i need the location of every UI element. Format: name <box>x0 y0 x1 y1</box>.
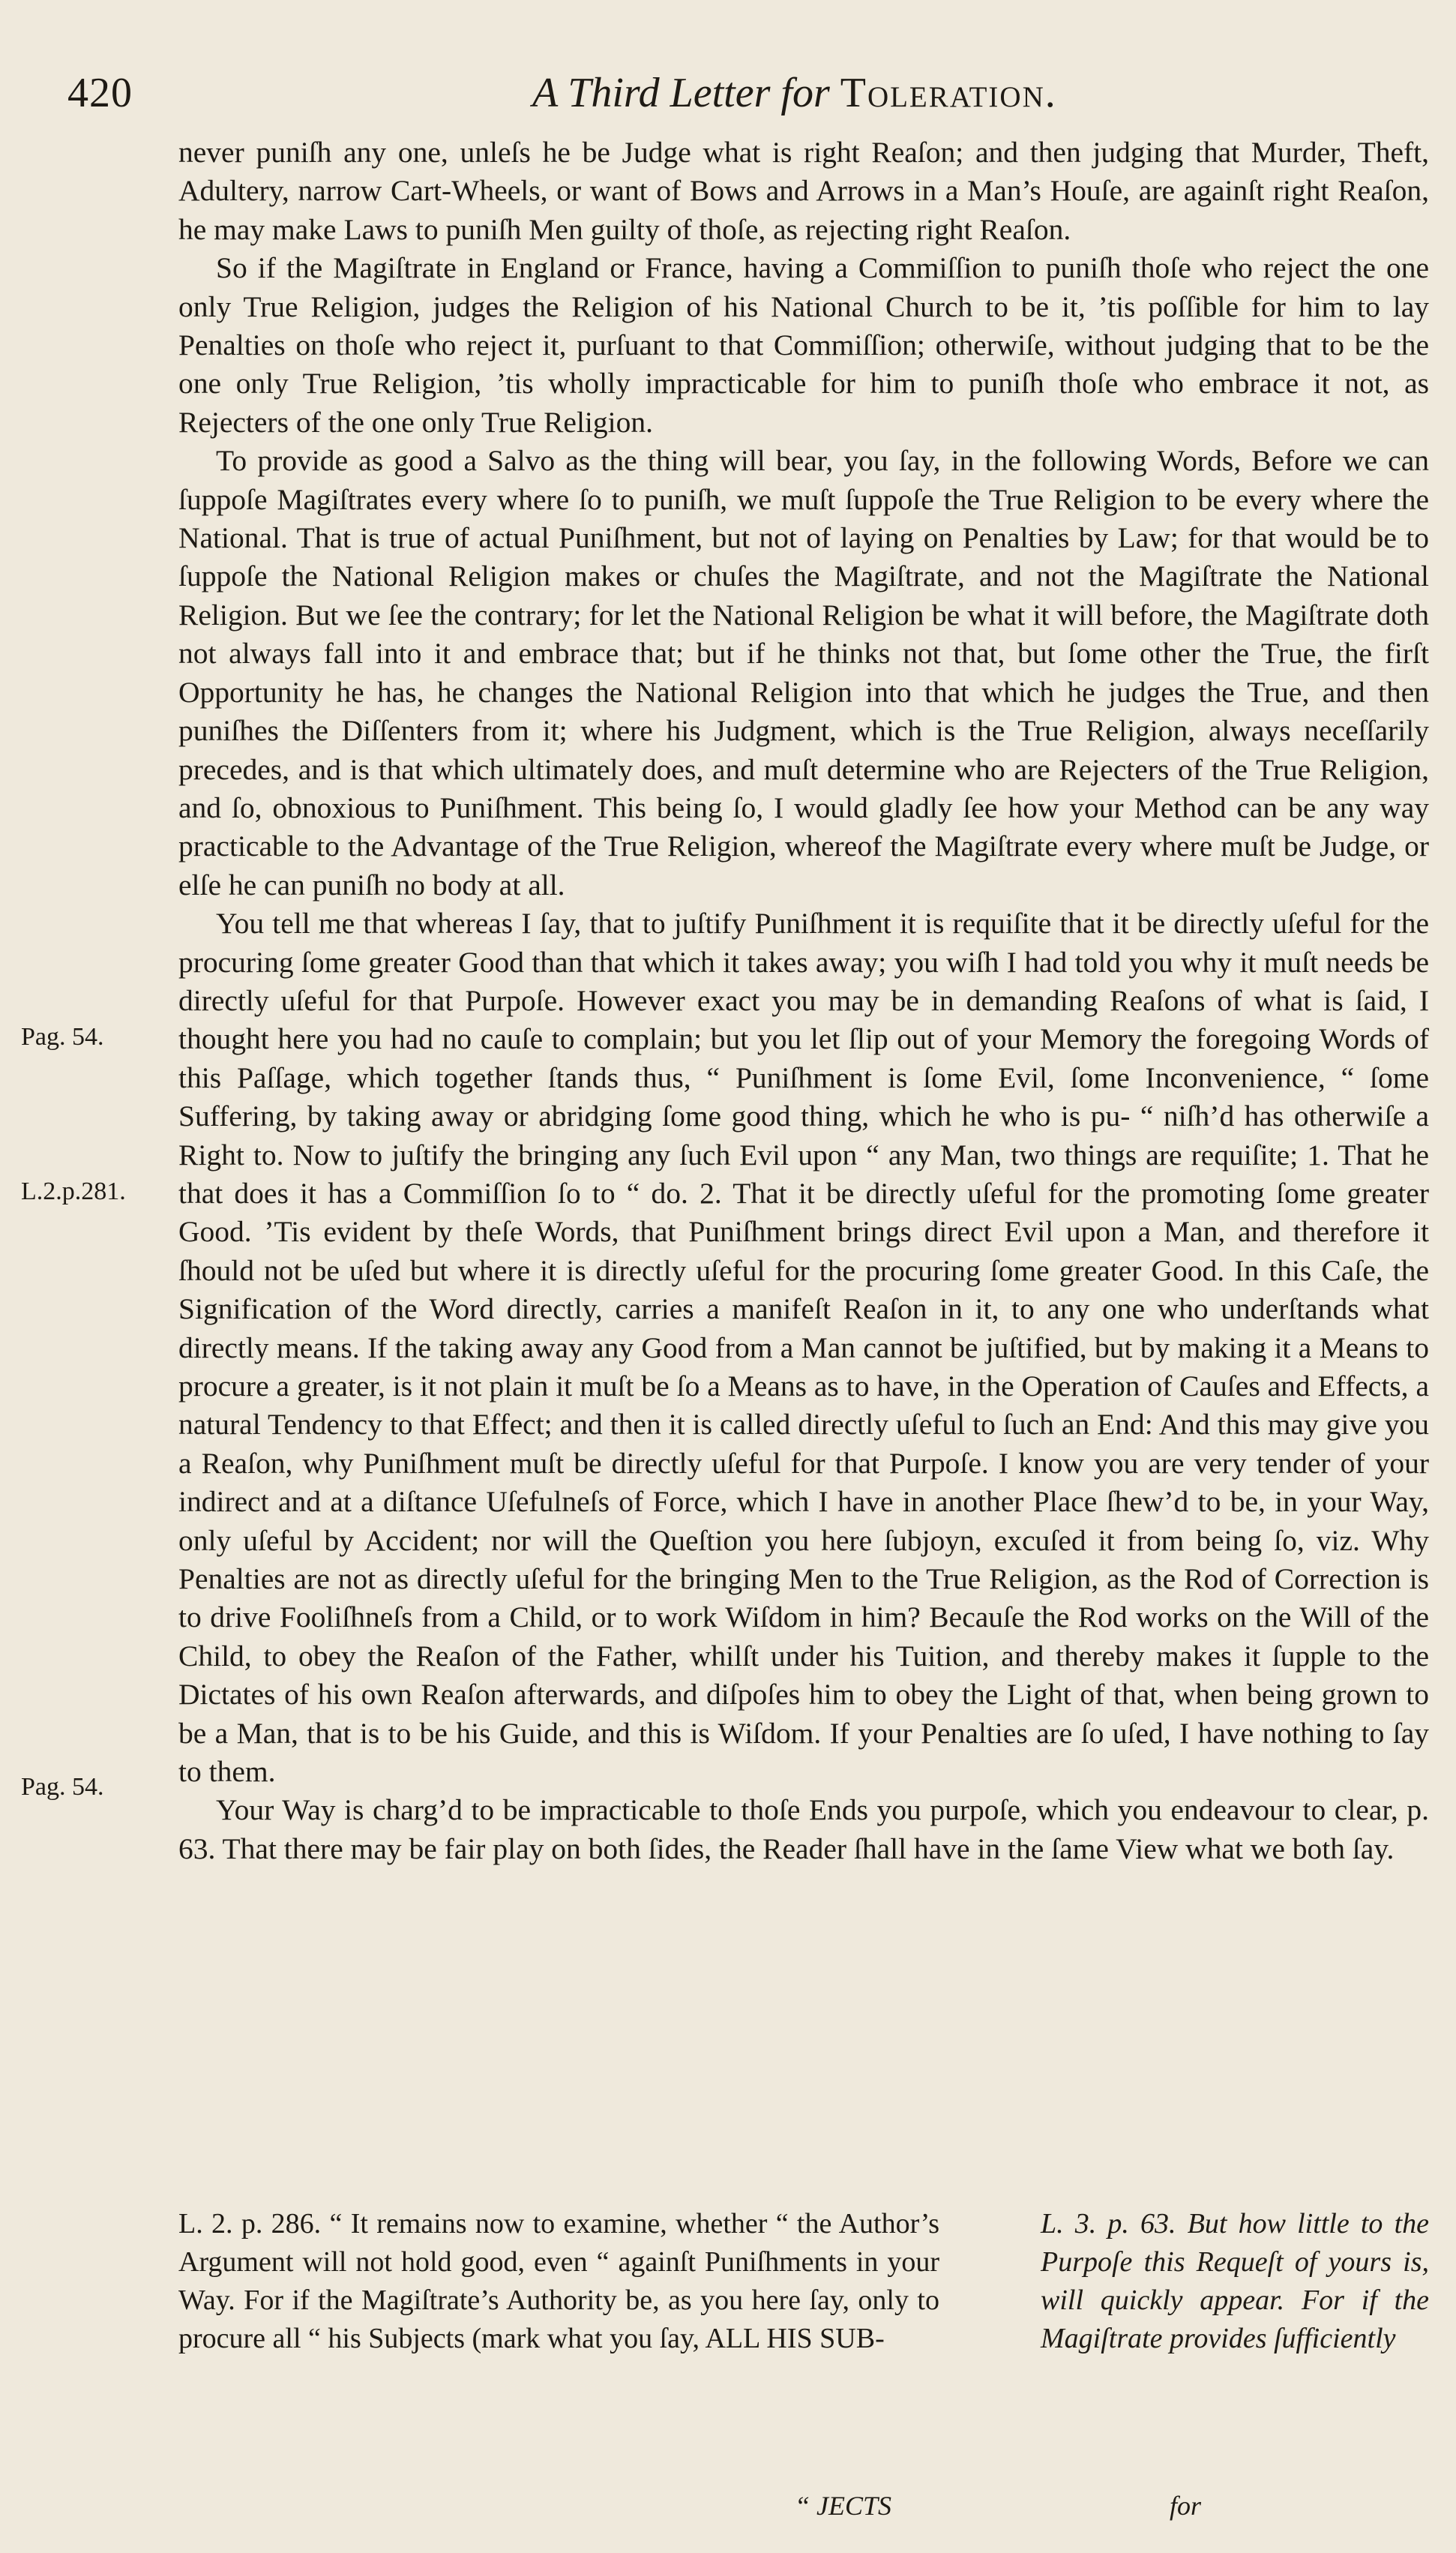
right-column <box>1041 2205 1429 2358</box>
paragraph: To provide as good a Salvo as the thing will bear, you ſay, in the following Words, Before we can ſuppoſe Magiſtrates every where ſo to puniſh, we muſt ſuppoſe the True Religion to be every where the National. That is true of actual Puniſhment, but not of laying on Penalties by Law; for that would be to ſuppoſe the National Religion makes or chuſes the Magiſtrate, and not the Magiſtrate the National Religion. But we ſee the contrary; for let the National Religion be what it will before, the Magiſtrate doth not always fall into it and embrace that; but if he thinks not that, but ſome other the True, the firſt Opportunity he has, he changes the National Religion into that which he judges the True, and then puniſhes the Diſſenters from it; where his Judgment, which is the True Religion, always neceſſarily precedes, and is that which ultimately does, and muſt determine who are Rejecters of the True Religion, and ſo, obnoxious to Puniſhment. This being ſo, I would gladly ſee how your Method can be any way practicable to the Advantage of the True Religion, whereof the Magiſtrate every where muſt be Judge, or elſe he can puniſh no body at all. <box>178 444 1429 902</box>
paragraph: You tell me that whereas I ſay, that to juſtify Puniſhment it is requiſite that it be directly uſeful for the procuring ſome greater Good than that which it takes away; you wiſh I had told you why it muſt needs be directly uſeful for that Purpoſe. However exact you may be in demanding Reaſons of what is ſaid, I thought here you had no cauſe to complain; but you let ſlip out of your Memory the foregoing Words of this Paſſage, which together ſtands thus, “ Puniſhment is ſome Evil, ſome Inconvenience, “ ſome Suffering, by taking away or abridging ſome good thing, which he who is pu- “ niſh’d has otherwiſe a Right to. Now to juſtify the bringing any ſuch Evil upon “ any Man, two things are requiſite; 1. That he that does it has a Commiſſion ſo to “ do. 2. That it be directly uſeful for the promoting ſome greater Good. ’Tis evident by theſe Words, that Puniſhment brings direct Evil upon a Man, and therefore it ſhould not be uſed but where it is directly uſeful for the procuring ſome greater Good. In this Caſe, the Signification of the Word directly, carries a manifeſt Reaſon in it, to any one who underſtands what directly means. If the taking away any Good from a Man cannot be juſtified, but by making it a Means to procure a greater, is it not plain it muſt be ſo a Means as to have, in the Operation of Cauſes and Effects, a natural Tendency to that Effect; and then it is called directly uſeful to ſuch an End: And this may give you a Reaſon, why Puniſhment muſt be directly uſeful for that Purpoſe. I know you are very tender of your indirect and at a diſtance Uſefulneſs of Force, which I have in another Place ſhew’d to be, in your Way, only uſeful by Accident; nor will the Queſtion you here ſubjoyn, excuſed it from being ſo, viz. Why Penalties are not as directly uſeful for the bringing Men to the True Religion, as the Rod of Correction is to drive Fooliſhneſs from a Child, or to work Wiſdom in him? Becauſe the Rod works on the Will of the Child, to obey the Reaſon of the Father, whilſt under his Tuition, and thereby makes it ſupple to the Dictates of his own Reaſon afterwards, and diſpoſes him to obey the Light of that, when being grown to be a Man, that is to be his Guide, and this is Wiſdom. If your Penalties are ſo uſed, I have nothing to ſay to them. <box>178 907 1429 1789</box>
paragraph: So if the Magiſtrate in England or France, having a Commiſſion to puniſh thoſe who reject the one only True Religion, judges the Religion of his National Church to be it, ’tis poſſible for him to lay Penalties on thoſe who reject it, purſuant to that Commiſſion; otherwiſe, without judging that to be the one only True Religion, ’tis wholly impracticable for him to puniſh thoſe who embrace it not, as Rejecters of the one only True Religion. <box>178 251 1429 439</box>
main-text <box>178 134 1429 1868</box>
paragraph: Your Way is charg’d to be impracticable to thoſe Ends you purpoſe, which you endeavour to clear, p. 63. That there may be fair play on both ſides, the Reader ſhall have in the ſame View what we both ſay. <box>178 1793 1429 1865</box>
running-title <box>532 69 1057 117</box>
margin-note: L.2.p.281. <box>21 1178 126 1205</box>
paragraph: never puniſh any one, unleſs he be Judge what is right Reaſon; and then judging that Murder, Theft, Adultery, narrow Cart-Wheels, or want of Bows and Arrows in a Man’s Houſe, are againſt right Reaſon, he may make Laws to puniſh Men guilty of thoſe, as rejecting right Reaſon. <box>178 136 1429 246</box>
margin-note: Pag. 54. <box>21 1023 104 1051</box>
page-number: 420 <box>67 70 133 116</box>
running-title-prefix: A Third Letter for <box>532 70 830 116</box>
catchword-left: “ JECTS <box>795 2491 892 2521</box>
right-column-text: L. 3. p. 63. But how little to the Purpoſe this Requeſt of yours is, will quickly appear. For if the Magiſtrate provides ſufficiently <box>1041 2208 1429 2354</box>
running-title-caps: Toleration. <box>840 70 1057 116</box>
catchword-right: for <box>1170 2491 1202 2521</box>
left-column <box>178 2205 939 2358</box>
margin-note: Pag. 54. <box>21 1773 104 1801</box>
left-column-text: L. 2. p. 286. “ It remains now to examine, whether “ the Author’s Argument will not hold good, even “ againſt Puniſhments in your Way. For if the Magiſtrate’s Authority be, as you here ſay, only to procure all “ his Subjects (mark what you ſay, ALL HIS SUB- <box>178 2208 939 2354</box>
page-header <box>67 69 1440 122</box>
